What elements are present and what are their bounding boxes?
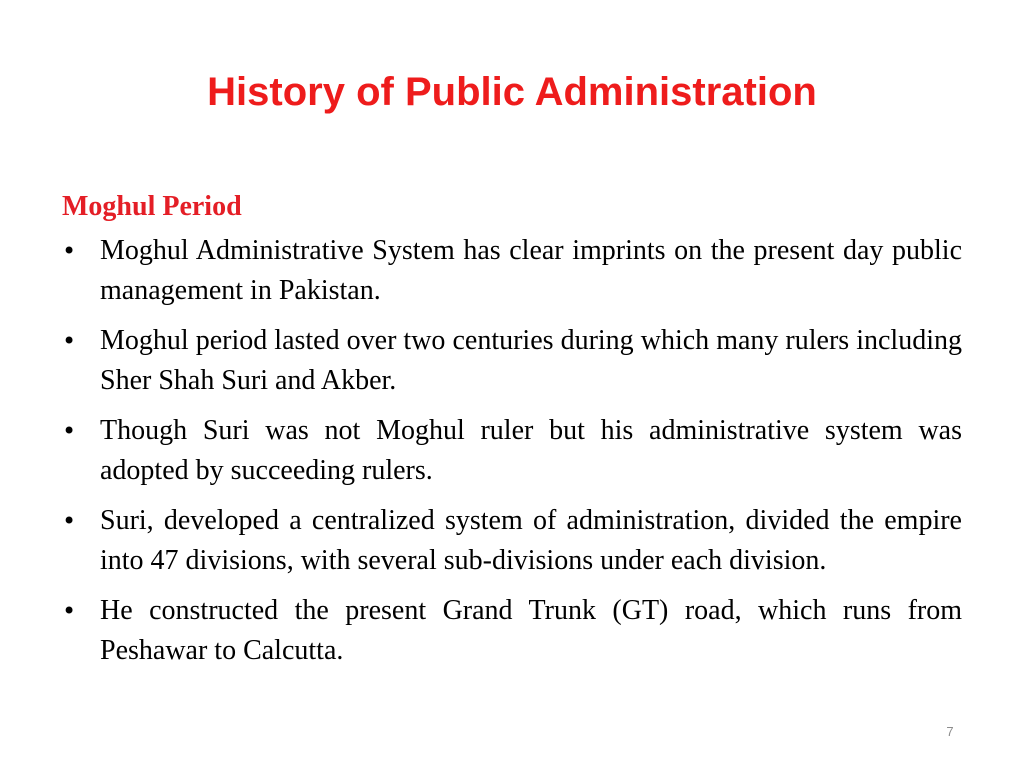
bullet-icon: •: [62, 507, 77, 535]
bullet-text: He constructed the present Grand Trunk (GT) road, which runs from Peshawar to Calcutta.: [100, 595, 962, 666]
bullet-text: Moghul Administrative System has clear imprints on the present day public management in Pakistan.: [100, 235, 962, 306]
bullet-text: Suri, developed a centralized system of administration, divided the empire into 47 divisions, with several sub-divisions under each division.: [100, 505, 962, 576]
bullet-item: [62, 321, 962, 401]
bullet-text: Moghul period lasted over two centuries during which many rulers including Sher Shah Suri and Akber.: [100, 325, 962, 396]
bullet-item: [62, 501, 962, 581]
bullet-list: [62, 231, 962, 671]
page-number: 7: [946, 724, 954, 739]
bullet-item: [62, 591, 962, 671]
slide-title: History of Public Administration: [207, 70, 817, 114]
slide-content: [62, 187, 962, 681]
bullet-item: [62, 411, 962, 491]
bullet-icon: •: [62, 327, 77, 355]
bullet-icon: •: [62, 597, 77, 625]
bullet-icon: •: [62, 237, 77, 265]
section-heading: Moghul Period: [62, 191, 242, 222]
bullet-icon: •: [62, 417, 77, 445]
bullet-item: [62, 231, 962, 311]
bullet-text: Though Suri was not Moghul ruler but his administrative system was adopted by succeeding rulers.: [100, 415, 962, 486]
